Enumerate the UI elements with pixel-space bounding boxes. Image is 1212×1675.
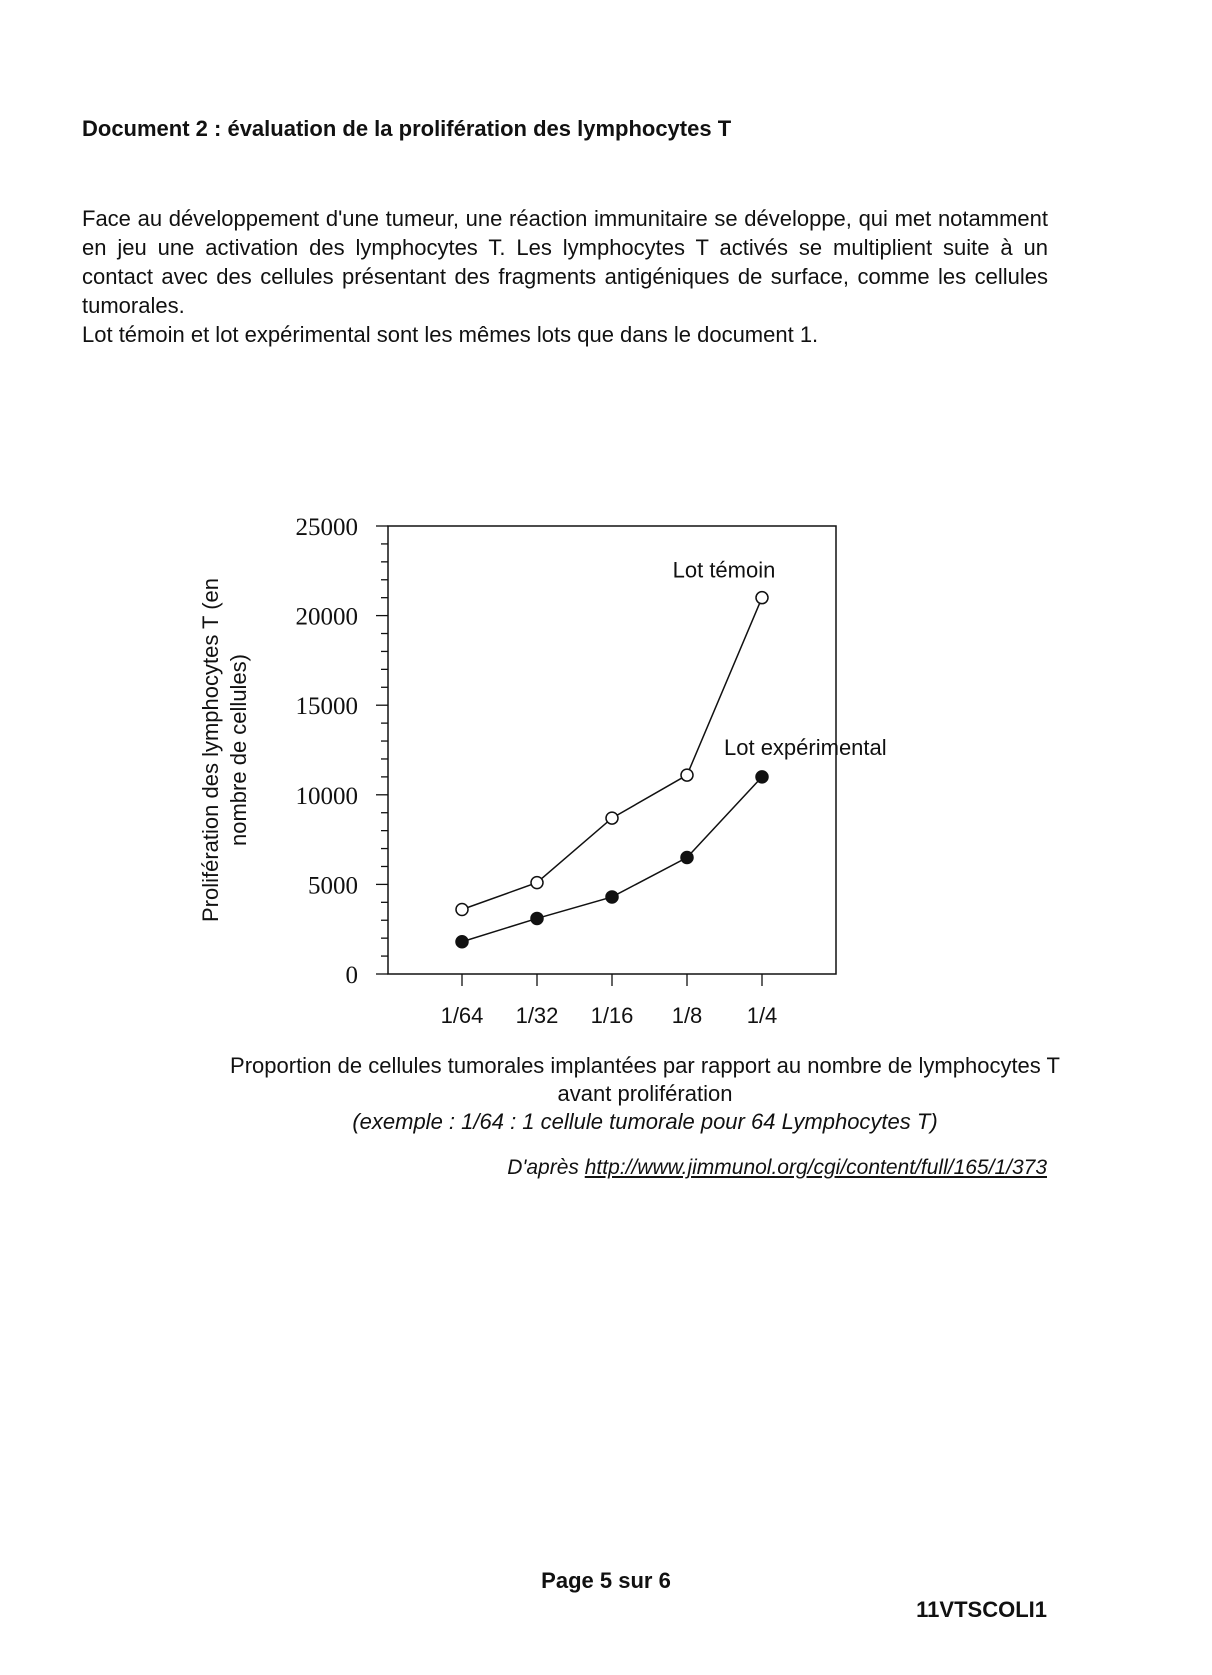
intro-paragraph: Face au développement d'une tumeur, une réaction immunitaire se développe, qui met notamment en jeu une activation des lymphocytes T. Les lymphocytes T activés se multiplient suite à un contact avec des cellules présentant des fragments antigéniques de surface, comme les cellules tumorales. bbox=[82, 206, 1048, 318]
temoin-point bbox=[681, 769, 693, 781]
temoin-point bbox=[606, 812, 618, 824]
experimental-point bbox=[456, 936, 468, 948]
y-tick-label: 5000 bbox=[308, 872, 358, 900]
document-title: Document 2 : évaluation de la prolifération des lymphocytes T bbox=[82, 116, 732, 141]
proliferation-chart bbox=[0, 480, 1212, 1040]
temoin-point bbox=[531, 877, 543, 889]
series-line-temoin bbox=[462, 598, 762, 910]
x-axis-label: Proportion de cellules tumorales implantées par rapport au nombre de lymphocytes T avant prolifération bbox=[230, 1053, 1060, 1106]
document-code: 11VTSCOLI1 bbox=[916, 1597, 1047, 1622]
x-tick-label: 1/16 bbox=[590, 1003, 634, 1028]
temoin-point bbox=[456, 903, 468, 915]
y-tick-label: 25000 bbox=[295, 514, 358, 541]
experimental-point bbox=[531, 912, 543, 924]
experimental-point bbox=[681, 852, 693, 864]
y-tick-label: 0 bbox=[345, 962, 358, 989]
source-prefix: D'après bbox=[507, 1156, 579, 1179]
source-citation bbox=[507, 1156, 1047, 1180]
experimental-point bbox=[756, 771, 768, 783]
source-link[interactable]: http://www.jimmunol.org/cgi/content/full/165/1/373 bbox=[584, 1156, 1047, 1179]
x-tick-label: 1/8 bbox=[671, 1003, 703, 1028]
temoin-point bbox=[756, 592, 768, 604]
lots-note: Lot témoin et lot expérimental sont les mêmes lots que dans le document 1. bbox=[82, 322, 819, 347]
y-tick-label: 10000 bbox=[295, 782, 358, 810]
y-axis-label: Prolifération des lymphocytes T (en nombre de cellules) bbox=[198, 577, 251, 923]
x-axis-example: (exemple : 1/64 : 1 cellule tumorale pour 64 Lymphocytes T) bbox=[352, 1109, 938, 1134]
x-tick-label: 1/4 bbox=[746, 1003, 778, 1028]
y-tick-label: 20000 bbox=[295, 603, 358, 631]
page-number: Page 5 sur 6 bbox=[541, 1568, 671, 1593]
y-tick-label: 15000 bbox=[295, 693, 358, 721]
x-tick-label: 1/64 bbox=[440, 1003, 484, 1028]
intro-text bbox=[82, 204, 1048, 349]
experimental-point bbox=[606, 891, 618, 903]
series-label-temoin: Lot témoin bbox=[672, 557, 776, 583]
series-line-experimental bbox=[462, 777, 762, 942]
x-tick-label: 1/32 bbox=[515, 1003, 559, 1028]
series-label-experimental: Lot expérimental bbox=[724, 734, 887, 760]
x-axis-caption bbox=[220, 1052, 1070, 1136]
